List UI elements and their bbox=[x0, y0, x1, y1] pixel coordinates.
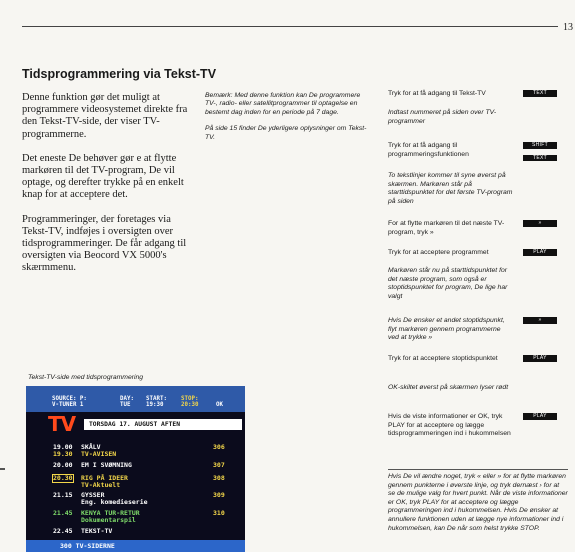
body-paragraph: Programmeringer, der foretages via Tekst-TV, indføjes i oversigten over tidsprogrammeringer. De får adgang til oversigten via Beocord VX 5000's skærmmenu. bbox=[22, 213, 187, 274]
body-paragraph: Det eneste De behøver gør e at flytte markøren til det TV-program, De vil optage, og derefter trykke på en enkelt knap for at acceptere det. bbox=[22, 152, 184, 201]
ok-indicator: OK bbox=[216, 402, 223, 408]
edge-mark bbox=[0, 468, 5, 470]
note-paragraph: På side 15 finder De yderligere oplysninger om Tekst-TV. bbox=[205, 125, 367, 141]
day-field: DAY: TUE bbox=[120, 396, 134, 409]
program-name: GYSSER bbox=[81, 491, 105, 499]
program-subtitle: TV-Aktuelt bbox=[81, 481, 121, 489]
header-rule bbox=[22, 26, 558, 27]
source-field: SOURCE: P: V-TUNER 1 bbox=[52, 396, 87, 409]
program-name: KENYA TUR-RETUR bbox=[81, 509, 140, 517]
program-page: 308 bbox=[213, 474, 225, 482]
footnote-rule bbox=[388, 469, 568, 470]
button-label: SHIFT bbox=[523, 142, 557, 149]
program-time: 22.45 bbox=[53, 527, 73, 535]
step-text: Hvis De ønsker et andet stoptidspunkt, flyt markøren gennem programmerne ved at trykke » bbox=[388, 317, 505, 342]
button-label: PLAY bbox=[523, 355, 557, 362]
page-number: 13 bbox=[563, 22, 573, 33]
program-name: TEKST-TV bbox=[81, 527, 113, 535]
date-text: TORSDAG 17. AUGUST AFTEN bbox=[89, 421, 180, 428]
step-text: Tryk for at acceptere programmet bbox=[388, 249, 489, 256]
tv-logo: TV bbox=[48, 412, 76, 436]
program-time: 21.15 bbox=[53, 491, 73, 499]
page-title: Tidsprogrammering via Tekst-TV bbox=[22, 67, 217, 81]
body-paragraph: Denne funktion gør det muligt at programmere videosystemet direkte fra den Tekst-TV-side, der viser TV-programmerne. bbox=[22, 92, 188, 140]
program-name: RIG PÅ IDEER bbox=[81, 474, 128, 482]
program-time: 19.30 bbox=[53, 450, 73, 458]
program-page: 309 bbox=[213, 491, 225, 499]
step-text: Tryk for at få adgang til programmeringsfunktionen bbox=[388, 142, 469, 158]
button-label: PLAY bbox=[523, 413, 557, 420]
button-label: » bbox=[523, 220, 557, 227]
program-time: 20.00 bbox=[53, 461, 73, 469]
footnote: Hvis De vil ændre noget, tryk « eller » for at flytte markøren gennem punkterne i øverste linje, og tryk dernæst › for at se de mulige valg for hvert punkt. Når de viste informationer er OK, tryk PLAY for at acceptere og lægge programmeringen ind i hukommelsen. Hvis De ønsker at annullere funktionen uden at lægge nye informationer ind i hukommelsen, kan De når som helst trykke STOP. bbox=[388, 473, 568, 532]
button-label: » bbox=[523, 317, 557, 324]
program-subtitle: Dokumentarspil bbox=[81, 516, 136, 524]
side-note bbox=[205, 92, 370, 150]
stop-field: STOP: 20:30 bbox=[181, 396, 199, 409]
step-text: To tekstlinjer kommer til syne øverst på skærmen. Markøren står på starttidspunktet for det første TV-program på siden bbox=[388, 172, 513, 205]
step-text: Indtast nummeret på siden over TV-programmer bbox=[388, 109, 497, 125]
note-paragraph: Bemærk: Med denne funktion kan De programmere TV-, radio- eller satellitprogrammer til optagelse en bestemt dag inden for en periode på 7 dage. bbox=[205, 92, 361, 116]
teletext-footer-text: 300 TV-SIDERNE bbox=[60, 542, 115, 550]
program-page: 310 bbox=[213, 509, 225, 517]
step-text: Tryk for at få adgang til Tekst-TV bbox=[388, 90, 486, 97]
teletext-screen bbox=[26, 386, 245, 552]
button-label: PLAY bbox=[523, 249, 557, 256]
program-page: 307 bbox=[213, 461, 225, 469]
program-name: EM I SVØMNING bbox=[81, 461, 132, 469]
figure-caption: Tekst-TV-side med tidsprogrammering bbox=[28, 374, 144, 381]
program-page: 306 bbox=[213, 443, 225, 451]
step-text: For at flytte markøren til det næste TV-program, tryk » bbox=[388, 220, 505, 236]
start-field: START: 19:30 bbox=[146, 396, 167, 409]
button-label: TEXT bbox=[523, 90, 557, 97]
program-name: SKÅLV bbox=[81, 443, 101, 451]
program-time-cursor: 20.30 bbox=[53, 474, 73, 482]
date-bar bbox=[84, 419, 242, 430]
step-text: Tryk for at acceptere stoptidspunktet bbox=[388, 355, 498, 362]
program-time: 19.00 bbox=[53, 443, 73, 451]
step-text: Hvis de viste informationer er OK, tryk PLAY for at acceptere og lægge tidsprogrammeringen ind i hukommelsen bbox=[388, 413, 511, 438]
program-subtitle: TV-AVISEN bbox=[81, 450, 117, 458]
step-text: Markøren står nu på starttidspunktet for det næste program, som også er stoptidspunktet for program, De lige har valgt bbox=[388, 267, 508, 300]
teletext-footer-bar bbox=[26, 540, 245, 552]
step-text: OK-skiltet øverst på skærmen lyser rødt bbox=[388, 384, 509, 391]
program-time: 21.45 bbox=[53, 509, 73, 517]
button-label: TEXT bbox=[523, 155, 557, 162]
program-subtitle: Eng. komedieserie bbox=[81, 498, 148, 506]
body-text bbox=[22, 92, 194, 287]
